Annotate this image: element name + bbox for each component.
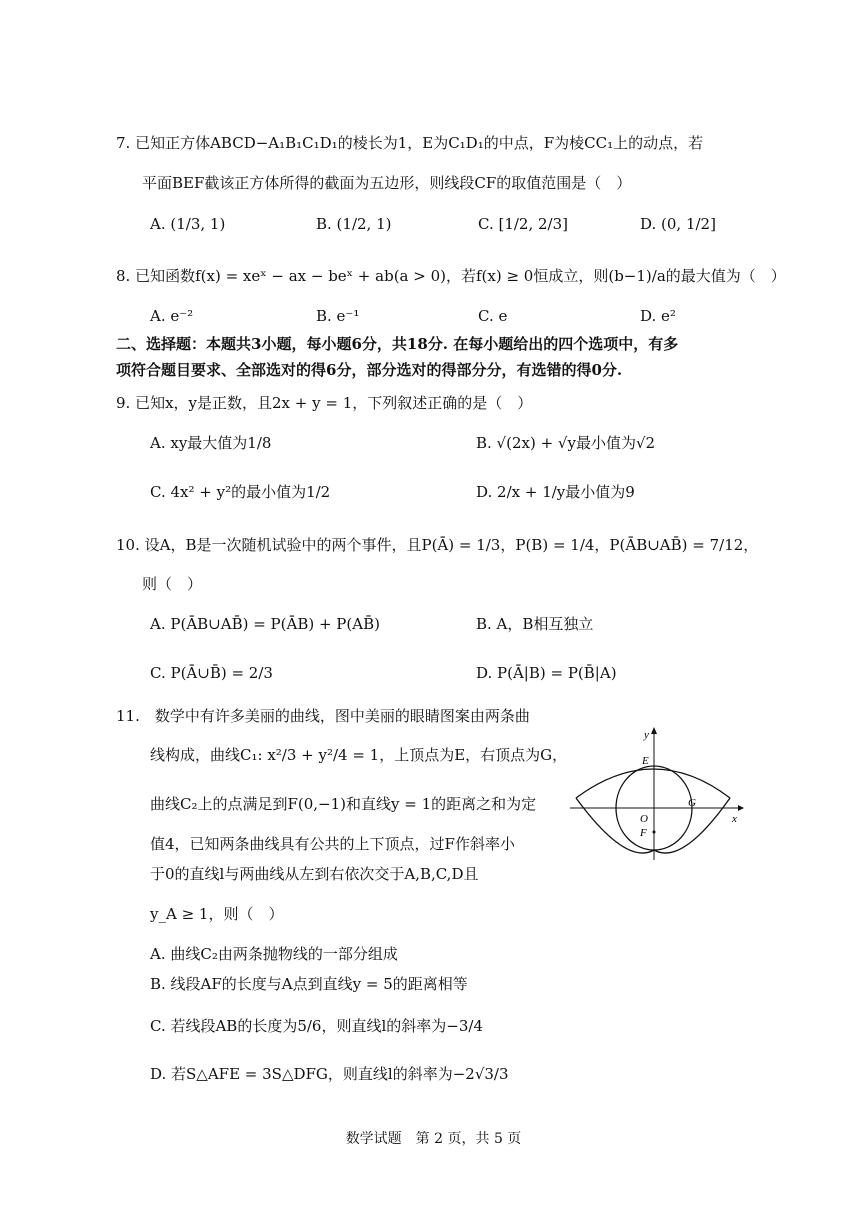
label-g: G — [688, 797, 696, 809]
label-x: x — [732, 813, 737, 825]
q11-option-b: B. 线段AF的长度与A点到直线y = 5的距离相等 — [150, 975, 468, 993]
q7-option-d: D. (0, 1/2] — [640, 215, 716, 233]
q7-stem-line1: 7. 已知正方体ABCD−A₁B₁C₁D₁的棱长为1，E为C₁D₁的中点，F为棱CC₁上的动点，若 — [116, 134, 704, 152]
q8-stem: 8. 已知函数f(x) = xeˣ − ax − beˣ + ab(a > 0)，若f(x) ≥ 0恒成立，则(b−1)/a的最大值为（ ） — [116, 267, 786, 285]
label-e: E — [642, 755, 649, 767]
q10-stem-line1: 10. 设A，B是一次随机试验中的两个事件，且P(Ā) = 1/3，P(B) = 1/4，P(ĀB∪AB̄) = 7/12， — [116, 536, 759, 554]
section2-heading-line1: 二、选择题：本题共3小题，每小题6分，共18分. 在每小题给出的四个选项中，有多 — [116, 335, 679, 353]
q9-option-d: D. 2/x + 1/y最小值为9 — [476, 483, 635, 501]
q10-option-a: A. P(ĀB∪AB̄) = P(ĀB) + P(AB̄) — [150, 615, 380, 633]
section2-heading-line2: 项符合题目要求、全部选对的得6分，部分选对的得部分分，有选错的得0分. — [116, 361, 623, 379]
q11-stem-line6: y_A ≥ 1，则（ ） — [150, 905, 284, 923]
q11-stem-line2: 线构成，曲线C₁: x²/3 + y²/4 = 1，上顶点为E，右顶点为G， — [150, 746, 568, 764]
label-f: F — [640, 827, 647, 839]
q8-option-a: A. e⁻² — [150, 307, 194, 325]
curve-c2-lower — [576, 798, 730, 853]
q9-stem: 9. 已知x，y是正数，且2x + y = 1，下列叙述正确的是（ ） — [116, 394, 533, 412]
label-o: O — [640, 813, 648, 825]
q9-option-c: C. 4x² + y²的最小值为1/2 — [150, 483, 331, 501]
q10-stem-line2: 则（ ） — [142, 575, 203, 593]
curve-c2-upper — [576, 769, 730, 798]
q9-option-b: B. √(2x) + √y最小值为√2 — [476, 434, 656, 452]
q11-stem-line4: 值4，已知两条曲线具有公共的上下顶点，过F作斜率小 — [150, 835, 515, 853]
q7-option-b: B. (1/2, 1) — [316, 215, 392, 233]
q11-stem-line5: 于0的直线l与两曲线从左到右依次交于A,B,C,D且 — [150, 865, 479, 883]
page-footer: 数学试题 第 2 页，共 5 页 — [345, 1131, 522, 1147]
q8-option-c: C. e — [478, 307, 508, 325]
q10-option-c: C. P(Ā∪B̄) = 2/3 — [150, 664, 273, 682]
q8-option-b: B. e⁻¹ — [316, 307, 360, 325]
q7-option-c: C. [1/2, 2/3] — [478, 215, 568, 233]
y-axis-arrow — [651, 727, 657, 734]
q10-option-b: B. A，B相互独立 — [476, 615, 594, 633]
eye-curve-figure — [568, 726, 744, 862]
point-f — [653, 831, 656, 834]
q11-stem-line1: 11. 数学中有许多美丽的曲线，图中美丽的眼睛图案由两条曲 — [116, 707, 530, 725]
q9-option-a: A. xy最大值为1/8 — [150, 434, 272, 452]
q11-stem-line3: 曲线C₂上的点满足到F(0,−1)和直线y = 1的距离之和为定 — [150, 795, 537, 813]
q11-option-c: C. 若线段AB的长度为5/6，则直线l的斜率为−3/4 — [150, 1017, 483, 1035]
q8-option-d: D. e² — [640, 307, 676, 325]
q11-option-a: A. 曲线C₂由两条抛物线的一部分组成 — [150, 945, 398, 963]
q10-option-d: D. P(Ā|B) = P(B̄|A) — [476, 664, 617, 682]
q11-option-d: D. 若S△AFE = 3S△DFG，则直线l的斜率为−2√3/3 — [150, 1065, 509, 1083]
label-y: y — [644, 729, 649, 741]
q7-option-a: A. (1/3, 1) — [150, 215, 226, 233]
x-axis-arrow — [738, 805, 744, 811]
q7-stem-line2: 平面BEF截该正方体所得的截面为五边形，则线段CF的取值范围是（ ） — [142, 174, 632, 192]
